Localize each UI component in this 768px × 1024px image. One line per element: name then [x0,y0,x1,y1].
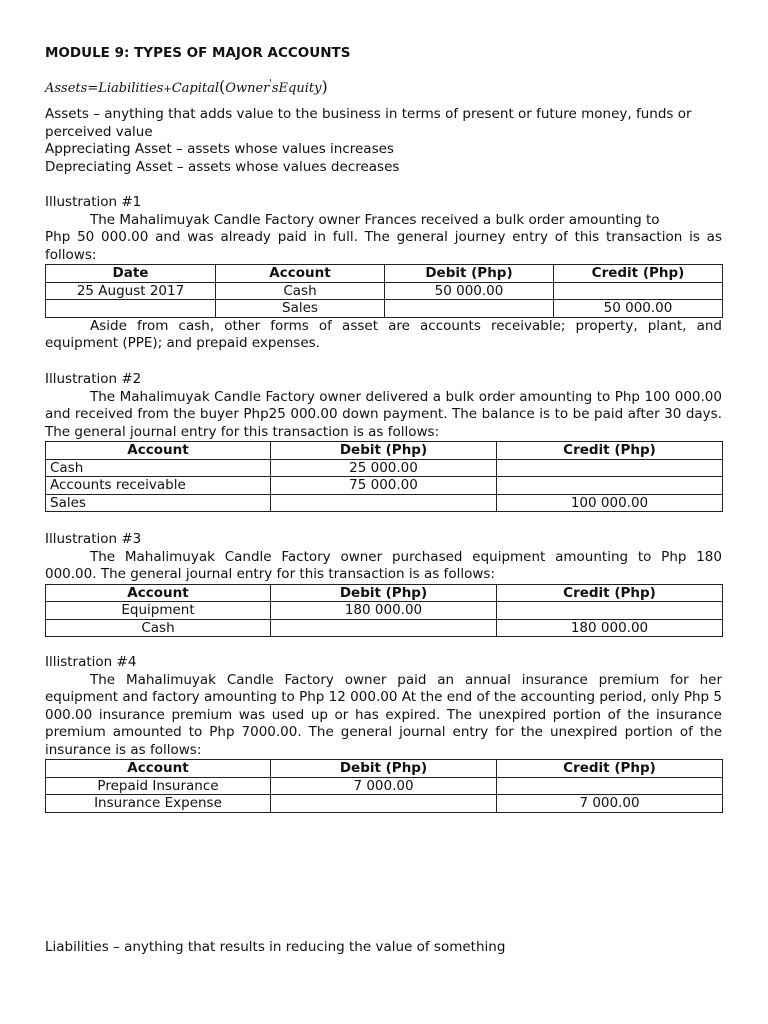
cell-debit [271,795,497,813]
col-header-debit: Debit (Php) [271,760,497,778]
col-header-credit: Credit (Php) [554,265,723,283]
eq-apostrophe: ' [269,79,272,89]
cell-credit: 100 000.00 [497,494,723,512]
assets-definition: Assets – anything that adds value to the business in terms of present or future money, funds or perceived value [45,106,692,140]
illustration-2-heading: Illustration #2 [45,371,142,387]
col-header-credit: Credit (Php) [497,760,723,778]
accounting-equation [45,76,722,99]
table-row [46,459,723,477]
illustration-3-table [45,584,723,638]
cell-credit [497,777,723,795]
illustration-1 [45,194,722,353]
illustration-4-heading: Illistration #4 [45,654,137,670]
table-header-row [46,265,723,283]
col-header-account: Account [46,584,271,602]
cell-debit: 7 000.00 [271,777,497,795]
appreciating-definition: Appreciating Asset – assets whose values increases [45,141,394,157]
illustration-1-text-2: Php 50 000.00 and was already paid in full. The general journey entry of this transaction is as follows: [45,229,722,263]
col-header-date: Date [46,265,216,283]
illustration-4-table [45,759,723,813]
cell-account: Cash [216,282,385,300]
cell-account: Sales [46,494,271,512]
col-header-debit: Debit (Php) [271,584,497,602]
cell-date: 25 August 2017 [46,282,216,300]
cell-account: Prepaid Insurance [46,777,271,795]
cell-date [46,300,216,318]
illustration-4-text: The Mahalimuyak Candle Factory owner paid an annual insurance premium for her equipment and factory amounting to Php 12 000.00 At the end of the accounting period, only Php 5 000.00 insurance premium was used up or has expired. The unexpired portion of the insurance premium amounted to Php 7000.00. The general journal entry for the unexpired portion of the insurance is as follows: [45,671,722,758]
eq-assets: Assets [45,81,88,96]
illustration-3-text: The Mahalimuyak Candle Factory owner purchased equipment amounting to Php 180 000.00. The general journal entry for this transaction is as follows: [45,548,722,582]
illustration-3-heading: Illustration #3 [45,531,142,547]
eq-owner-r: r [263,81,270,96]
table-row [46,602,723,620]
eq-equals: = [87,81,99,96]
table-header-row [46,760,723,778]
cell-credit [497,459,723,477]
cell-account: Cash [46,459,271,477]
cell-account: Insurance Expense [46,795,271,813]
cell-debit [271,619,497,637]
col-header-account: Account [216,265,385,283]
cell-account: Sales [216,300,385,318]
illustration-3 [45,531,722,637]
eq-paren-open: ( [219,77,226,96]
cell-debit: 180 000.00 [271,602,497,620]
cell-debit [271,494,497,512]
cell-account: Accounts receivable [46,477,271,495]
col-header-credit: Credit (Php) [497,584,723,602]
table-row [46,477,723,495]
illustration-1-heading: Illustration #1 [45,194,142,210]
col-header-debit: Debit (Php) [385,265,554,283]
table-row [46,494,723,512]
col-header-account: Account [46,442,271,460]
cell-credit: 180 000.00 [497,619,723,637]
eq-liabilities: Liabilities [98,81,164,96]
eq-sequity: sEquity [271,81,322,96]
cell-account: Equipment [46,602,271,620]
cell-credit [554,282,723,300]
depreciating-definition: Depreciating Asset – assets whose values decreases [45,158,400,175]
table-row [46,300,723,318]
illustration-1-table [45,264,723,318]
col-header-account: Account [46,760,271,778]
illustration-1-after: Aside from cash, other forms of asset are accounts receivable; property, plant, and equipment (PPE); and prepaid expenses. [45,317,722,351]
liabilities-definition: Liabilities – anything that results in reducing the value of something [45,939,506,955]
cell-debit: 25 000.00 [271,459,497,477]
col-header-debit: Debit (Php) [271,442,497,460]
illustration-4 [45,654,722,813]
page-title: MODULE 9: TYPES OF MAJOR ACCOUNTS [45,45,351,61]
col-header-credit: Credit (Php) [497,442,723,460]
cell-debit: 75 000.00 [271,477,497,495]
eq-paren-close: ) [321,77,328,96]
cell-account: Cash [46,619,271,637]
cell-credit: 50 000.00 [554,300,723,318]
illustration-1-text: The Mahalimuyak Candle Factory owner Frances received a bulk order amounting to [90,211,660,228]
table-row [46,619,723,637]
eq-owner: Owne [225,81,264,96]
cell-debit: 50 000.00 [385,282,554,300]
illustration-2-table [45,441,723,512]
illustration-2 [45,371,722,512]
table-row [46,777,723,795]
table-row [46,282,723,300]
illustration-2-text: The Mahalimuyak Candle Factory owner delivered a bulk order amounting to Php 100 000.00 and received from the buyer Php25 000.00 down payment. The balance is to be paid after 30 days. The general journal entry for this transaction is as follows: [45,388,722,440]
cell-debit [385,300,554,318]
table-header-row [46,584,723,602]
eq-plus: + [163,84,172,95]
definitions [45,106,722,176]
cell-credit: 7 000.00 [497,795,723,813]
cell-credit [497,477,723,495]
table-row [46,795,723,813]
cell-credit [497,602,723,620]
eq-capital: Capital [171,81,220,96]
table-header-row [46,442,723,460]
